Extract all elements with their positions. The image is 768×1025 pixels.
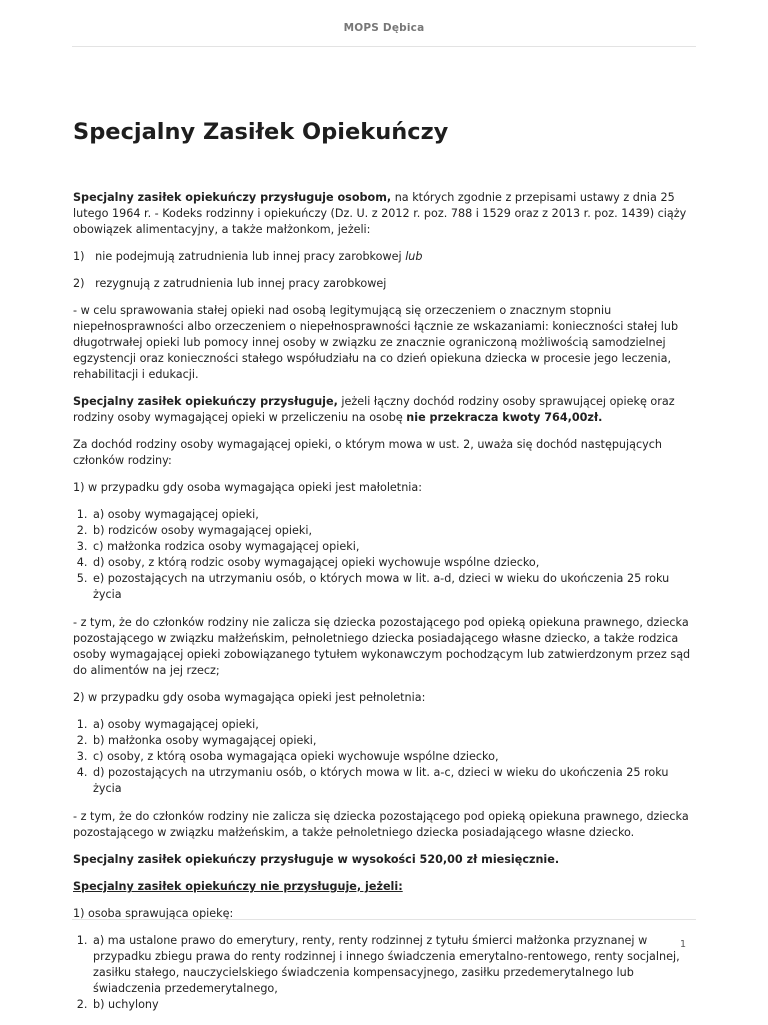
not-entitled-sub: 1) osoba sprawująca opiekę: (73, 907, 234, 920)
income-bold-2: nie przekracza kwoty 764,00zł. (406, 411, 603, 424)
not-entitled-heading-text: Specjalny zasiłek opiekuńczy nie przysługuje, jeżeli: (73, 880, 403, 893)
income-bold-1: Specjalny zasiłek opiekuńczy przysługuje, (73, 395, 338, 408)
intro-paragraph (73, 190, 698, 238)
condition-2 (73, 276, 698, 292)
condition-2-number: 2) (73, 277, 85, 290)
list-item: 3. c) osoby, z którą osoba wymagająca opieki wychowuje wspólne dziecko, (91, 749, 698, 765)
purpose-paragraph: - w celu sprawowania stałej opieki nad osobą legitymującą się orzeczeniem o znacznym stopniu niepełnosprawności albo orzeczeniem o niepełnosprawności łącznie ze wskazaniami: konieczności stałej lub długotrwałej opieki lub pomocy innej osoby w związku ze znacznie ograniczoną możliwością samodzielnej egzystencji oraz konieczności stałego współudziału na co dzień opiekuna dziecka w procesie jego leczenia, rehabilitacji i edukacji. (73, 304, 679, 381)
list-item: 1. a) osoby wymagającej opieki, (91, 717, 698, 733)
minor-heading: 1) w przypadku gdy osoba wymagająca opieki jest małoletnia: (73, 481, 423, 494)
adult-list (73, 717, 698, 797)
list-item: 4. d) pozostających na utrzymaniu osób, o których mowa w lit. a-c, dzieci w wieku do ukończenia 25 roku życia (91, 765, 698, 797)
document-body (73, 112, 698, 1025)
family-definition: Za dochód rodziny osoby wymagającej opieki, o którym mowa w ust. 2, uważa się dochód następujących członków rodziny: (73, 438, 662, 467)
list-item: 2. b) rodziców osoby wymagającej opieki, (91, 523, 698, 539)
footer-divider (72, 919, 696, 920)
income-paragraph (73, 394, 698, 426)
condition-1-italic: lub (405, 250, 423, 263)
list-item: 3. c) małżonka rodzica osoby wymagającej opieki, (91, 539, 698, 555)
condition-2-text: rezygnują z zatrudnienia lub innej pracy zarobkowej (95, 277, 387, 290)
intro-bold: Specjalny zasiłek opiekuńczy przysługuje osobom, (73, 191, 392, 204)
condition-1-text: nie podejmują zatrudnienia lub innej pracy zarobkowej (95, 250, 402, 263)
adult-note: - z tym, że do członków rodziny nie zalicza się dziecka pozostającego pod opieką opiekuna prawnego, dziecka pozostającego w związku małżeńskim, a także pełnoletniego dziecka posiadającego własne dziecko. (73, 810, 689, 839)
condition-1 (73, 249, 698, 265)
list-item: 5. e) pozostających na utrzymaniu osób, o których mowa w lit. a-d, dzieci w wieku do ukończenia 25 roku życia (91, 571, 698, 603)
not-entitled-list (73, 933, 698, 1013)
minor-note: - z tym, że do członków rodziny nie zalicza się dziecka pozostającego pod opieką opiekuna prawnego, dziecka pozostającego w związku małżeńskim, pełnoletniego dziecka posiadającego własne dziecko, a także rodzica osoby wymagającej opieki zobowiązanego tytułem wykonawczym pochodzącym lub zatwierdzonym przez sąd do alimentów na jej rzecz; (73, 616, 691, 677)
list-item: 1. a) osoby wymagającej opieki, (91, 507, 698, 523)
condition-1-number: 1) (73, 250, 85, 263)
site-name: MOPS Dębica (343, 22, 425, 34)
amount-bold: Specjalny zasiłek opiekuńczy przysługuje w wysokości 520,00 zł miesięcznie. (73, 853, 560, 866)
not-entitled-heading (73, 879, 698, 895)
adult-heading: 2) w przypadku gdy osoba wymagająca opieki jest pełnoletnia: (73, 691, 426, 704)
amount-paragraph (73, 852, 698, 868)
intro-text: na których zgodnie z przepisami ustawy z dnia 25 lutego 1964 r. - Kodeks rodzinny i opiekuńczy (Dz. U. z 2012 r. poz. 788 i 1529 oraz z 2013 r. poz. 1439) ciąży obowiązek alimentacyjny, a także małżonkom, jeżeli: (73, 191, 687, 236)
page-number: 1 (679, 939, 686, 950)
list-item: 1. a) ma ustalone prawo do emerytury, renty, renty rodzinnej z tytułu śmierci małżonka przyznanej w przypadku zbiegu prawa do renty rodzinnej i innego świadczenia emerytalno-rentowego, renty socjalnej, zasiłku stałego, nauczycielskiego świadczenia kompensacyjnego, zasiłku przedemerytalnego lub świadczenia przedemerytalnego, (91, 933, 698, 997)
list-item: 2. b) małżonka osoby wymagającej opieki, (91, 733, 698, 749)
minor-list (73, 507, 698, 603)
page-title: Specjalny Zasiłek Opiekuńczy (73, 119, 449, 145)
income-text: jeżeli łączny dochód rodziny osoby sprawującej opiekę oraz rodziny osoby wymagającej opieki w przeliczeniu na osobę (73, 395, 675, 424)
page-header (72, 0, 696, 47)
list-item: 4. d) osoby, z którą rodzic osoby wymagającej opieki wychowuje wspólne dziecko, (91, 555, 698, 571)
list-item: 2. b) uchylony (91, 997, 698, 1013)
